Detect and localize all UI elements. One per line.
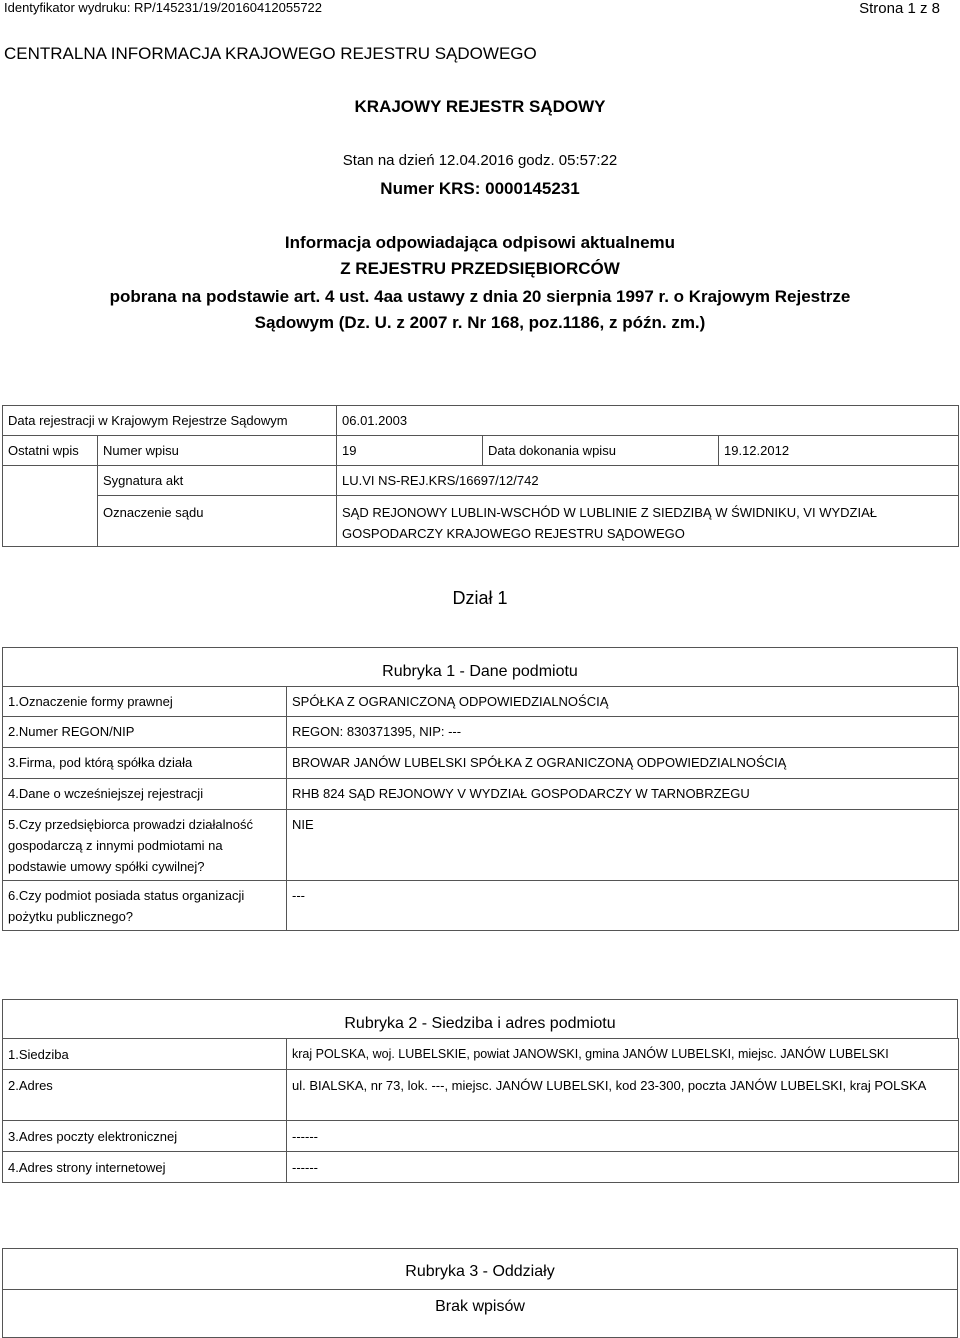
page-number: Strona 1 z 8 — [859, 0, 940, 17]
registration-table — [2, 405, 959, 547]
rubryka-1-row-3-value: BROWAR JANÓW LUBELSKI SPÓŁKA Z OGRANICZONĄ ODPOWIEDZIALNOŚCIĄ — [287, 748, 959, 779]
rubryka-1-row-6-label: 6.Czy podmiot posiada status organizacji pożytku publicznego? — [3, 881, 287, 931]
entry-date-label: Data dokonania wpisu — [483, 436, 719, 466]
rubryka-1-row-6-value: --- — [287, 881, 959, 931]
signature-label: Sygnatura akt — [98, 466, 337, 496]
last-entry-spacer — [3, 466, 98, 547]
entry-number-label: Numer wpisu — [98, 436, 337, 466]
rubryka-2-header — [2, 999, 958, 1039]
rubryka-2-row-1-label: 1.Siedziba — [3, 1039, 287, 1070]
entry-date-value: 19.12.2012 — [719, 436, 959, 466]
rubryka-1-header — [2, 647, 958, 687]
rubryka-3-box — [2, 1248, 958, 1338]
rubryka-1-table — [2, 686, 959, 931]
court-label: Oznaczenie sądu — [98, 496, 337, 547]
entry-number-value: 19 — [337, 436, 483, 466]
info-line-2: Z REJESTRU PRZEDSIĘBIORCÓW — [340, 259, 620, 278]
registration-date-label: Data rejestracji w Krajowym Rejestrze Sądowym — [3, 406, 337, 436]
krs-number: Numer KRS: 0000145231 — [380, 179, 580, 198]
section-title: Dział 1 — [452, 588, 508, 608]
rubryka-2-row-3-value: ------ — [287, 1121, 959, 1152]
rubryka-2-row-4-label: 4.Adres strony internetowej — [3, 1152, 287, 1183]
legal-basis-line-1: pobrana na podstawie art. 4 ust. 4aa ustawy z dnia 20 sierpnia 1997 r. o Krajowym Rejestrze — [109, 287, 851, 306]
rubryka-1-row-2-value: REGON: 830371395, NIP: --- — [287, 717, 959, 748]
rubryka-1-title: Rubryka 1 - Dane podmiotu — [382, 663, 578, 680]
rubryka-1-row-4-label: 4.Dane o wcześniejszej rejestracji — [3, 779, 287, 810]
rubryka-2-title: Rubryka 2 - Siedziba i adres podmiotu — [344, 1015, 616, 1032]
rubryka-2-row-4-value: ------ — [287, 1152, 959, 1183]
rubryka-1-row-3-label: 3.Firma, pod którą spółka działa — [3, 748, 287, 779]
rubryka-2-row-3-label: 3.Adres poczty elektronicznej — [3, 1121, 287, 1152]
rubryka-2-row-2-label: 2.Adres — [3, 1070, 287, 1121]
rubryka-1-row-4-value: RHB 824 SĄD REJONOWY V WYDZIAŁ GOSPODARCZY W TARNOBRZEGU — [287, 779, 959, 810]
rubryka-1-row-1-value: SPÓŁKA Z OGRANICZONĄ ODPOWIEDZIALNOŚCIĄ — [287, 687, 959, 717]
rubryka-2-table — [2, 1038, 959, 1183]
rubryka-3-title: Rubryka 3 - Oddziały — [405, 1263, 555, 1280]
rubryka-1-row-2-label: 2.Numer REGON/NIP — [3, 717, 287, 748]
rubryka-2-row-2-value: ul. BIALSKA, nr 73, lok. ---, miejsc. JANÓW LUBELSKI, kod 23-300, poczta JANÓW LUBELSKI, kraj POLSKA — [287, 1070, 959, 1121]
print-identifier: Identyfikator wydruku: RP/145231/19/20160412055722 — [4, 0, 323, 15]
institution-name: CENTRALNA INFORMACJA KRAJOWEGO REJESTRU SĄDOWEGO — [4, 44, 537, 63]
rubryka-1-row-5-label: 5.Czy przedsiębiorca prowadzi działalność gospodarczą z innymi podmiotami na podstawie umowy spółki cywilnej? — [3, 810, 287, 881]
court-value: SĄD REJONOWY LUBLIN-WSCHÓD W LUBLINIE Z SIEDZIBĄ W ŚWIDNIKU, VI WYDZIAŁ GOSPODARCZY KRAJOWEGO REJESTRU SĄDOWEGO — [337, 496, 959, 547]
rubryka-1-row-1-label: 1.Oznaczenie formy prawnej — [3, 687, 287, 717]
registration-date-value: 06.01.2003 — [337, 406, 959, 436]
info-line-1: Informacja odpowiadająca odpisowi aktualnemu — [284, 233, 676, 252]
legal-basis-line-2: Sądowym (Dz. U. z 2007 r. Nr 168, poz.1186, z późn. zm.) — [254, 313, 706, 332]
registry-title: KRAJOWY REJESTR SĄDOWY — [354, 97, 606, 116]
status-date: Stan na dzień 12.04.2016 godz. 05:57:22 — [342, 152, 618, 169]
rubryka-2-row-1-value: kraj POLSKA, woj. LUBELSKIE, powiat JANOWSKI, gmina JANÓW LUBELSKI, miejsc. JANÓW LUBELSKI — [287, 1039, 959, 1070]
rubryka-1-row-5-value: NIE — [287, 810, 959, 881]
last-entry-label: Ostatni wpis — [3, 436, 98, 466]
rubryka-3-empty: Brak wpisów — [435, 1298, 525, 1315]
signature-value: LU.VI NS-REJ.KRS/16697/12/742 — [337, 466, 959, 496]
